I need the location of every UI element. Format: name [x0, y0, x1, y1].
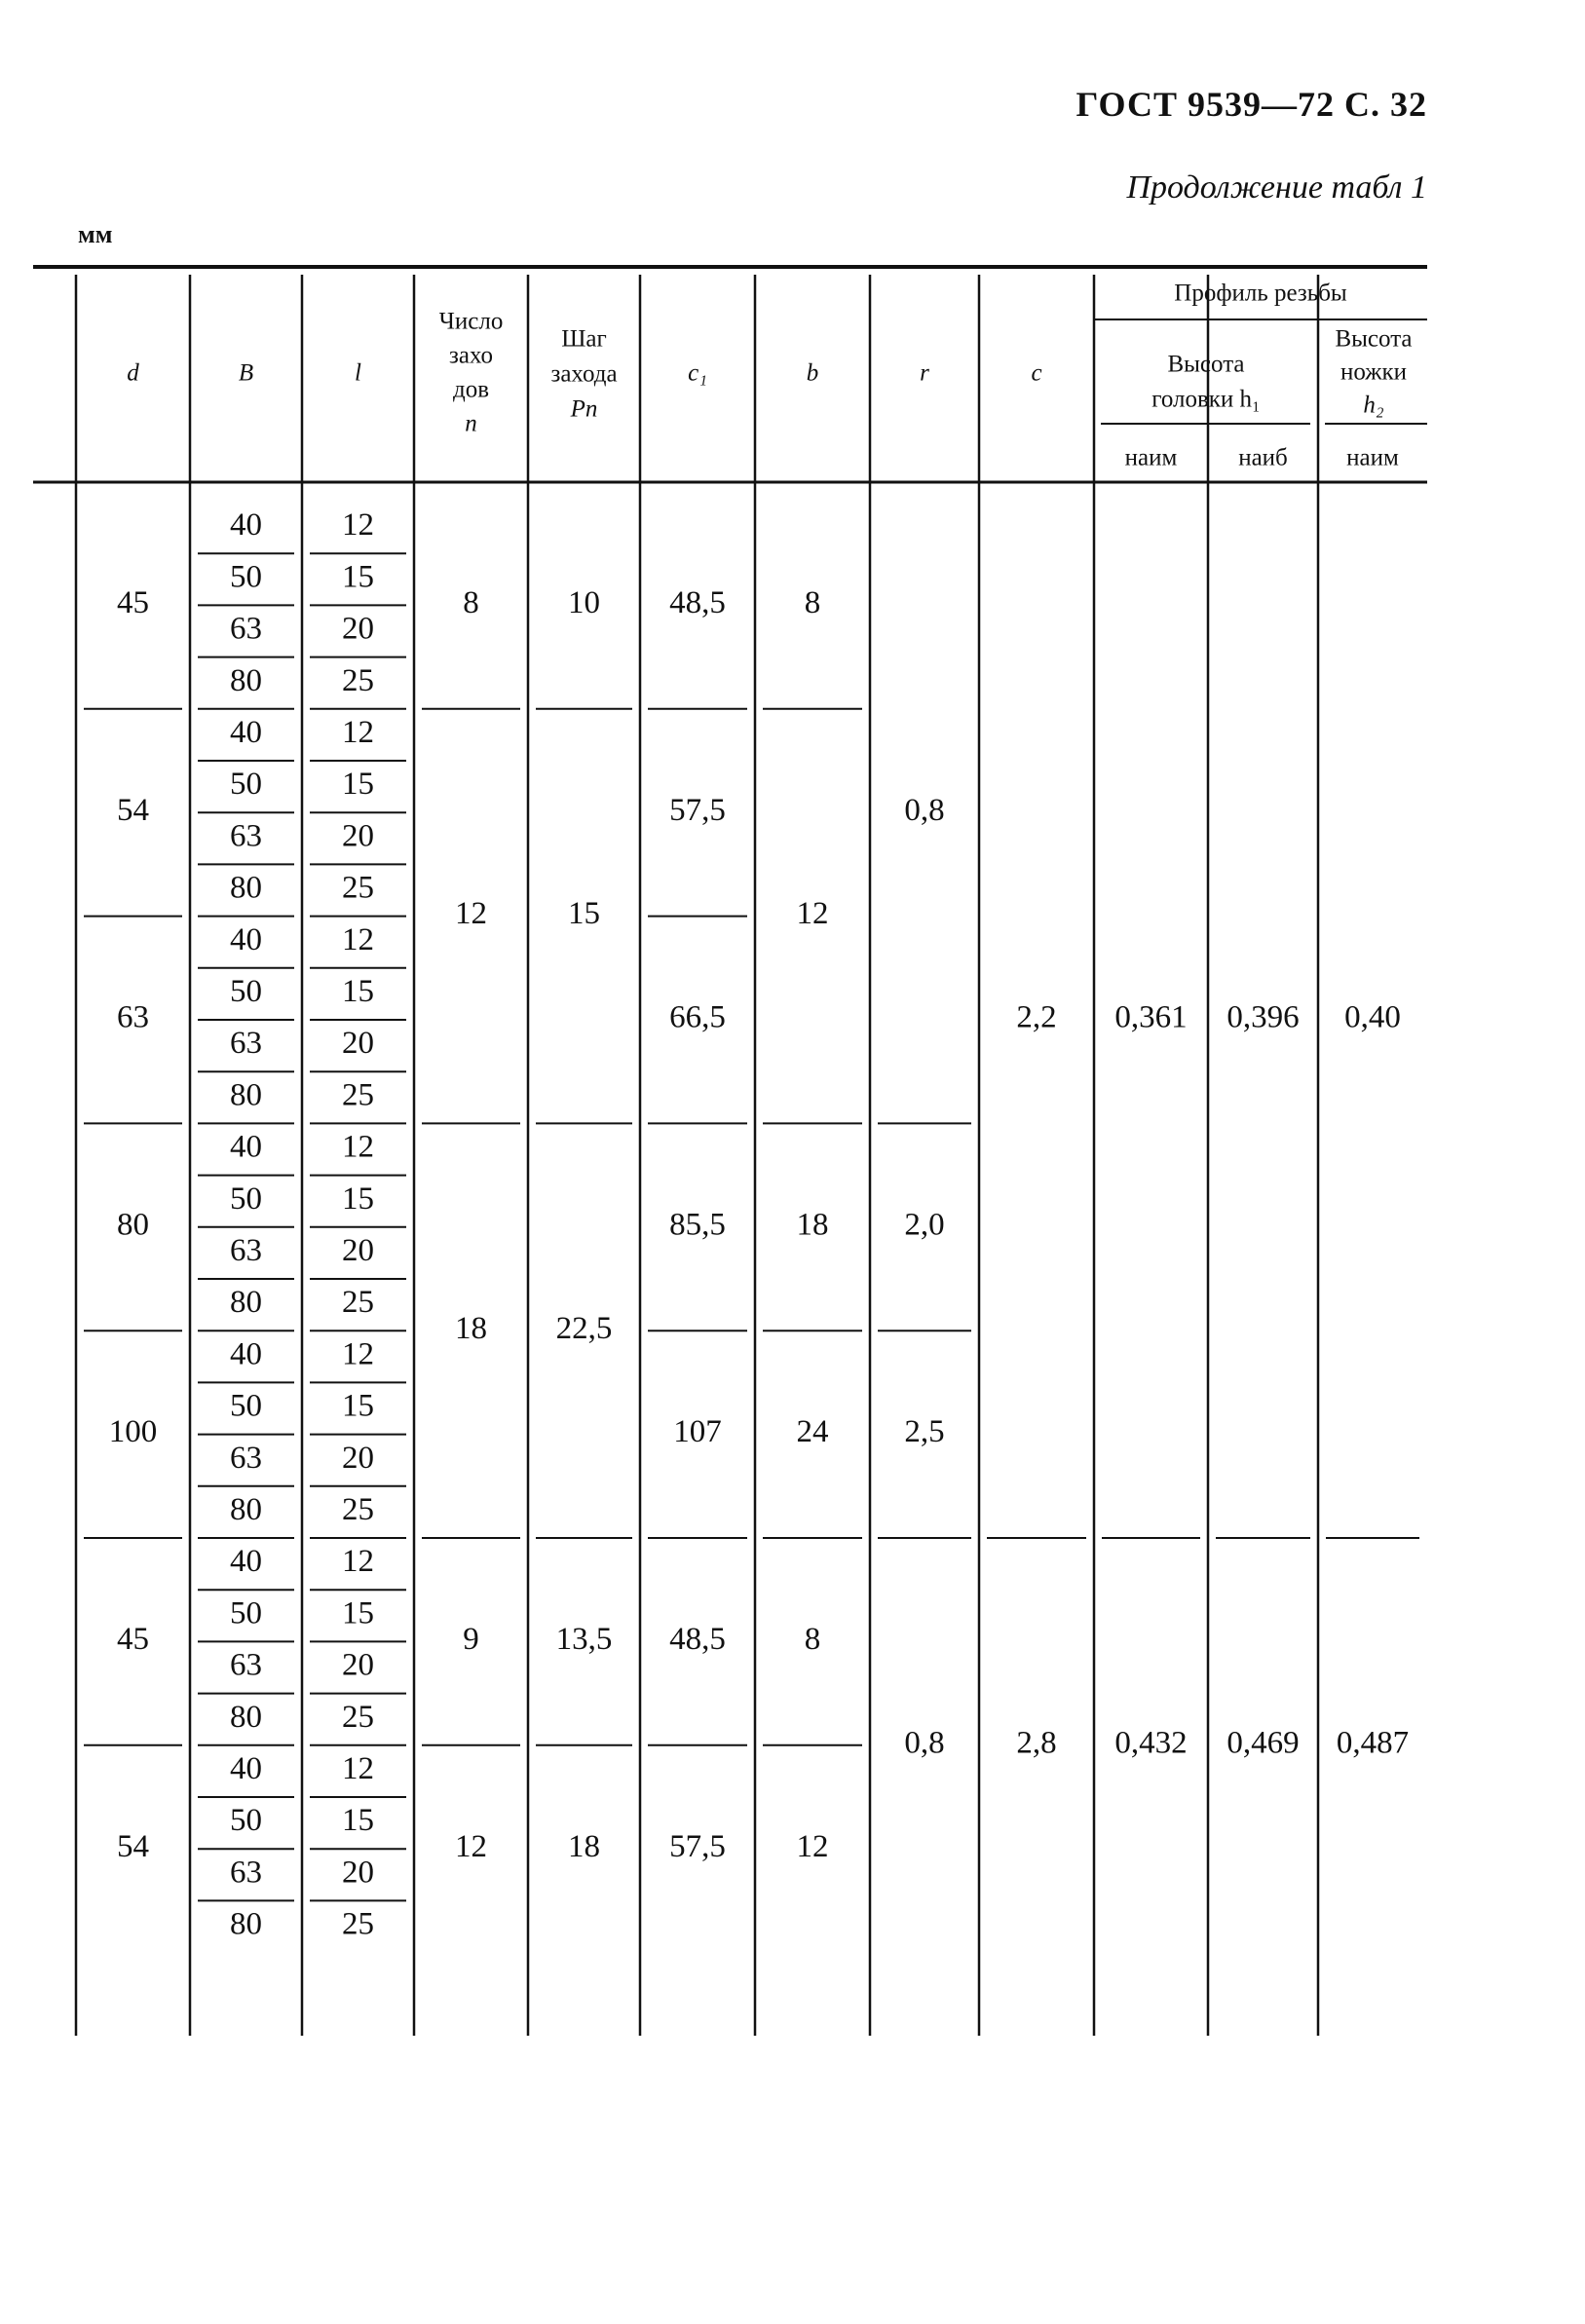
cell-b: 24	[796, 1414, 829, 1450]
cell-l: 20	[342, 1440, 374, 1476]
cell-n: 12	[455, 1828, 487, 1864]
cell-d: 54	[117, 792, 149, 828]
cell-h1-max: 0,396	[1226, 999, 1300, 1035]
cell-l: 15	[342, 1595, 374, 1631]
col-header-B: B	[238, 359, 254, 387]
col-header-h2-min: наим	[1346, 444, 1399, 471]
cell-l: 25	[342, 1285, 374, 1321]
cell-h2-min: 0,40	[1344, 999, 1401, 1035]
cell-l: 12	[342, 714, 374, 750]
cell-B: 63	[230, 1026, 262, 1062]
col-header-n: Число	[438, 308, 504, 335]
cell-r: 0,8	[904, 1725, 945, 1761]
cell-r: 2,5	[904, 1414, 945, 1450]
cell-l: 20	[342, 1647, 374, 1683]
cell-l: 25	[342, 662, 374, 698]
cell-d: 80	[117, 1207, 149, 1243]
cell-l: 20	[342, 818, 374, 854]
col-header-h2: h₂	[1363, 392, 1384, 419]
cell-B: 50	[230, 1181, 262, 1217]
cell-c1: 107	[673, 1414, 722, 1450]
cell-l: 20	[342, 611, 374, 647]
cell-l: 12	[342, 921, 374, 957]
cell-l: 20	[342, 1026, 374, 1062]
cell-B: 40	[230, 1336, 262, 1372]
col-header-l: l	[355, 359, 361, 387]
cell-n: 8	[463, 584, 479, 620]
cell-d: 45	[117, 584, 149, 620]
cell-B: 40	[230, 1129, 262, 1165]
cell-B: 80	[230, 1285, 262, 1321]
cell-h2-min: 0,487	[1336, 1725, 1410, 1761]
cell-B: 50	[230, 1388, 262, 1424]
cell-c1: 57,5	[669, 1828, 726, 1864]
cell-c1: 66,5	[669, 999, 726, 1035]
cell-l: 15	[342, 1181, 374, 1217]
cell-c: 2,2	[1016, 999, 1057, 1035]
cell-d: 45	[117, 1621, 149, 1657]
cell-l: 12	[342, 1544, 374, 1580]
col-header-c: c	[1031, 359, 1042, 387]
doc-reference: ГОСТ 9539—72 С. 32	[1076, 85, 1427, 124]
cell-n: 12	[455, 896, 487, 932]
cell-l: 25	[342, 1491, 374, 1527]
cell-B: 50	[230, 767, 262, 803]
col-header-pn: захода	[550, 360, 618, 388]
cell-pn: 10	[568, 584, 600, 620]
cell-l: 12	[342, 507, 374, 544]
cell-c1: 85,5	[669, 1207, 726, 1243]
table-continuation-caption: Продолжение табл 1	[1126, 169, 1427, 206]
cell-r: 0,8	[904, 792, 945, 828]
col-header-n: n	[465, 410, 477, 437]
cell-pn: 15	[568, 896, 600, 932]
col-header-h1-min: наим	[1124, 444, 1178, 471]
cell-h1-min: 0,361	[1114, 999, 1188, 1035]
cell-B: 40	[230, 507, 262, 544]
col-header-h1: Высота	[1167, 351, 1245, 378]
cell-pn: 22,5	[555, 1310, 613, 1346]
cell-l: 12	[342, 1750, 374, 1786]
cell-l: 12	[342, 1336, 374, 1372]
cell-B: 63	[230, 1232, 262, 1268]
col-header-profile: Профиль резьбы	[1174, 280, 1347, 307]
col-header-b: b	[806, 359, 819, 387]
col-header-h1-max: наиб	[1238, 444, 1288, 471]
cell-d: 63	[117, 999, 149, 1035]
col-header-h2: ножки	[1340, 358, 1408, 386]
cell-l: 15	[342, 1803, 374, 1839]
cell-B: 50	[230, 973, 262, 1009]
cell-n: 18	[455, 1310, 487, 1346]
cell-B: 63	[230, 1647, 262, 1683]
cell-B: 50	[230, 559, 262, 595]
cell-l: 12	[342, 1129, 374, 1165]
cell-B: 80	[230, 870, 262, 906]
cell-c: 2,8	[1016, 1725, 1057, 1761]
cell-r: 2,0	[904, 1207, 945, 1243]
cell-c1: 57,5	[669, 792, 726, 828]
cell-d: 54	[117, 1828, 149, 1864]
cell-pn: 18	[568, 1828, 600, 1864]
unit-label: мм	[78, 220, 113, 248]
cell-B: 50	[230, 1803, 262, 1839]
cell-h1-max: 0,469	[1226, 1725, 1300, 1761]
cell-l: 15	[342, 1388, 374, 1424]
col-header-h1: головки h₁	[1151, 386, 1261, 413]
cell-B: 80	[230, 1491, 262, 1527]
cell-b: 18	[796, 1207, 829, 1243]
cell-B: 63	[230, 1855, 262, 1891]
cell-B: 40	[230, 714, 262, 750]
cell-B: 40	[230, 1544, 262, 1580]
cell-l: 25	[342, 1077, 374, 1113]
cell-B: 63	[230, 818, 262, 854]
cell-B: 63	[230, 611, 262, 647]
cell-h1-min: 0,432	[1114, 1725, 1188, 1761]
cell-B: 80	[230, 1906, 262, 1942]
col-header-pn: Шаг	[561, 325, 607, 353]
cell-l: 20	[342, 1232, 374, 1268]
cell-c1: 48,5	[669, 584, 726, 620]
cell-B: 63	[230, 1440, 262, 1476]
cell-pn: 13,5	[555, 1621, 613, 1657]
col-header-c1: c₁	[688, 359, 707, 387]
cell-B: 80	[230, 1077, 262, 1113]
cell-d: 100	[108, 1414, 158, 1450]
cell-l: 25	[342, 1699, 374, 1735]
cell-n: 9	[463, 1621, 479, 1657]
cell-b: 12	[796, 896, 829, 932]
cell-c1: 48,5	[669, 1621, 726, 1657]
cell-B: 40	[230, 1750, 262, 1786]
cell-B: 80	[230, 1699, 262, 1735]
cell-l: 20	[342, 1855, 374, 1891]
col-header-h2: Высота	[1335, 325, 1413, 353]
cell-B: 80	[230, 662, 262, 698]
col-header-n: захо	[448, 342, 494, 369]
col-header-pn: Pn	[570, 395, 598, 423]
col-header-n: дов	[452, 376, 490, 403]
col-header-r: r	[920, 359, 929, 387]
cell-l: 15	[342, 767, 374, 803]
cell-l: 25	[342, 1906, 374, 1942]
col-header-d: d	[127, 359, 139, 387]
cell-b: 12	[796, 1828, 829, 1864]
cell-l: 15	[342, 559, 374, 595]
cell-b: 8	[804, 584, 821, 620]
cell-l: 15	[342, 973, 374, 1009]
cell-l: 25	[342, 870, 374, 906]
cell-B: 50	[230, 1595, 262, 1631]
cell-b: 8	[804, 1621, 821, 1657]
cell-B: 40	[230, 921, 262, 957]
